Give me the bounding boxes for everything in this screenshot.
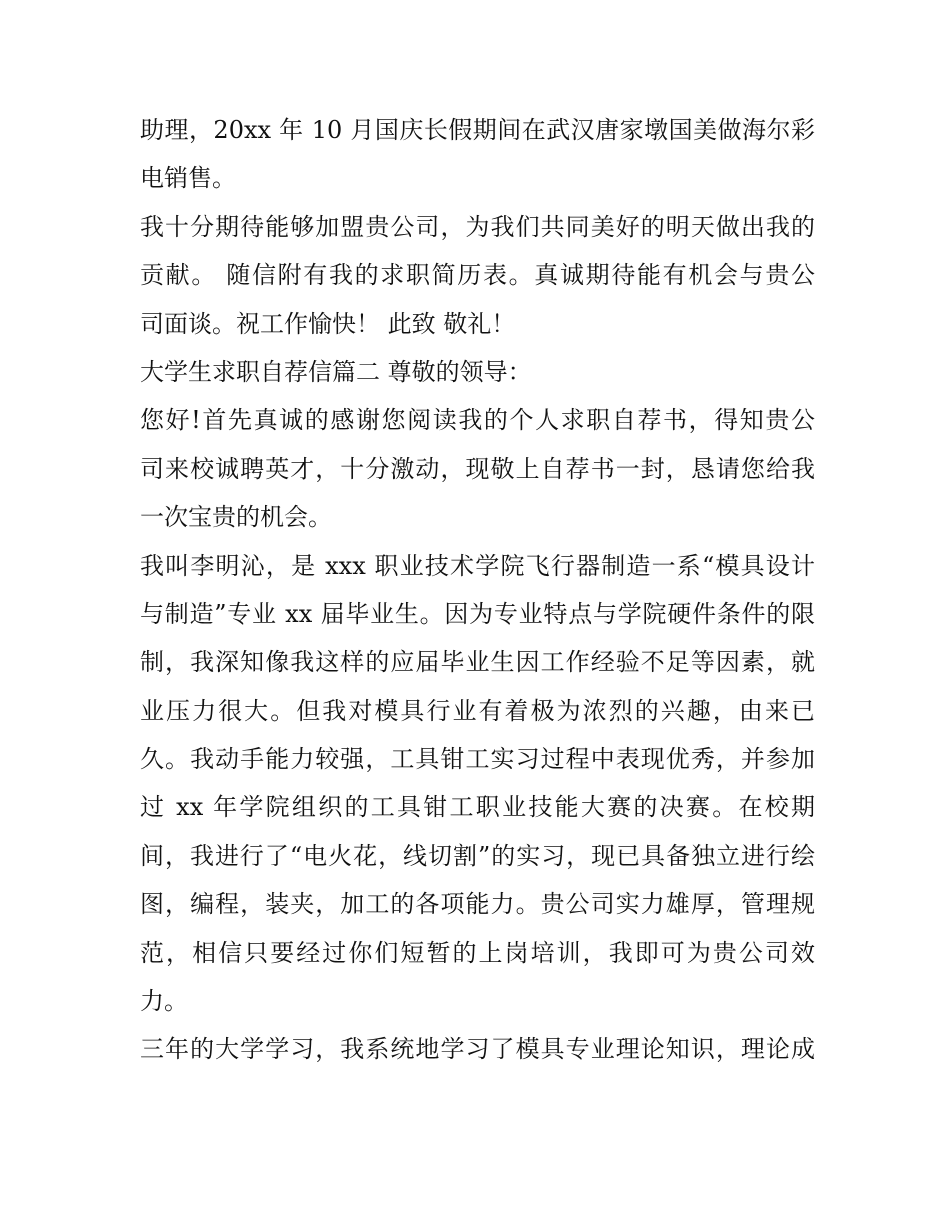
text-line: 贡献。 随信附有我的求职简历表。真诚期待能有机会与贵公	[140, 261, 815, 290]
text-line: 一次宝贵的机会。	[140, 503, 332, 532]
text-line: 司来校诚聘英才，十分激动，现敬上自荐书一封，恳请您给我	[140, 454, 815, 483]
text-line: 我叫李明沁，是 xxx 职业技术学院飞行器制造一系“模具设计	[140, 551, 815, 580]
document-body	[140, 106, 815, 1074]
text-line: 间，我进行了“电火花，线切割”的实习，现已具备独立进行绘	[140, 841, 815, 870]
text-line: 范，相信只要经过你们短暂的上岗培训，我即可为贵公司效	[140, 938, 815, 967]
section-heading: 大学生求职自荐信篇二 尊敬的领导：	[140, 357, 532, 386]
text-line: 过 xx 年学院组织的工具钳工职业技能大赛的决赛。在校期	[140, 793, 815, 822]
text-line: 三年的大学学习，我系统地学习了模具专业理论知识，理论成	[140, 1035, 815, 1064]
text-line: 力。	[140, 987, 188, 1016]
text-line: 业压力很大。但我对模具行业有着极为浓烈的兴趣，由来已	[140, 696, 815, 725]
text-line: 图，编程，装夹，加工的各项能力。贵公司实力雄厚，管理规	[140, 890, 815, 919]
text-line: 司面谈。祝工作愉快！ 此致 敬礼！	[140, 309, 516, 338]
text-line: 电销售。	[140, 164, 236, 193]
text-line: 您好!首先真诚的感谢您阅读我的个人求职自荐书，得知贵公	[140, 406, 815, 435]
text-line: 我十分期待能够加盟贵公司，为我们共同美好的明天做出我的	[140, 212, 815, 241]
text-line: 助理，20xx 年 10 月国庆长假期间在武汉唐家墩国美做海尔彩	[140, 116, 815, 144]
text-line: 制，我深知像我这样的应届毕业生因工作经验不足等因素，就	[140, 648, 815, 677]
text-line: 久。我动手能力较强，工具钳工实习过程中表现优秀，并参加	[140, 745, 815, 774]
text-line: 与制造”专业 xx 届毕业生。因为专业特点与学院硬件条件的限	[140, 599, 815, 628]
